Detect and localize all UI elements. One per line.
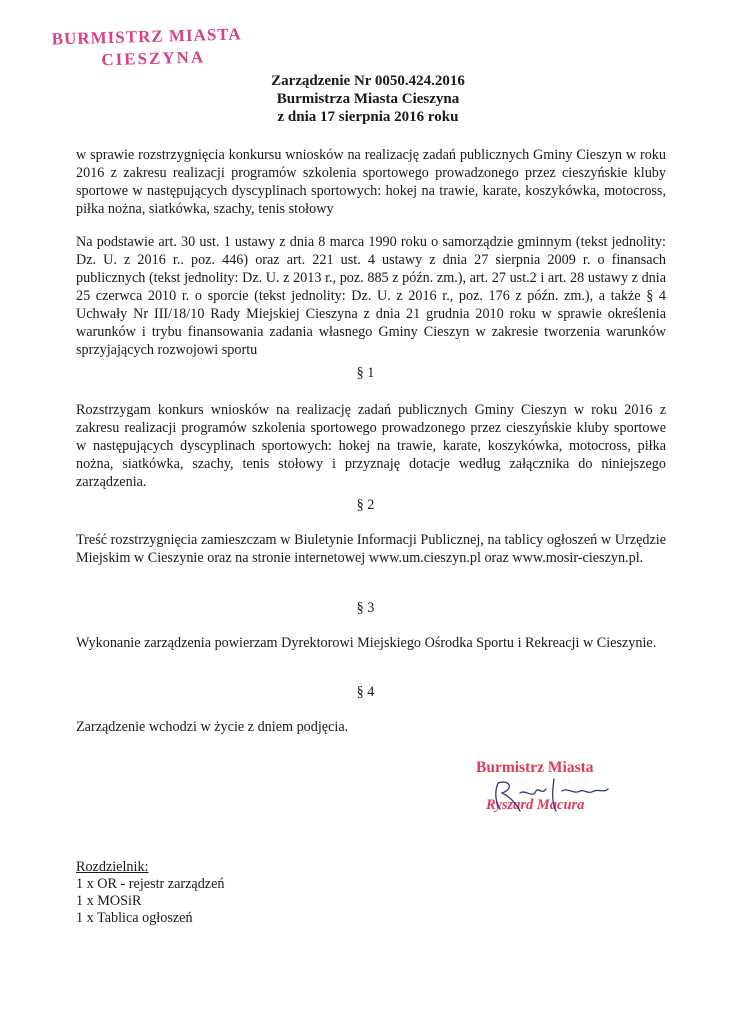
distribution-item: 1 x Tablica ogłoszeń (76, 910, 193, 926)
stamp-line-1: BURMISTRZ MIASTA (51, 24, 242, 49)
section-2-symbol: § 2 (356, 497, 375, 513)
section-1-symbol: § 1 (356, 365, 375, 381)
signature-title: Burmistrz Miasta (476, 759, 594, 776)
handwritten-signature-icon (476, 759, 646, 819)
official-stamp (51, 24, 242, 73)
section-3-text: Wykonanie zarządzenia powierzam Dyrektorowi Miejskiego Ośrodka Sportu i Rekreacji w Cieszynie. (76, 635, 657, 651)
section-1-text: Rozstrzygam konkurs wniosków na realizację zadań publicznych Gminy Cieszyn w roku 2016 z zakresu realizacji programów szkolenia sportowego prowadzonego przez cieszyńskie kluby sportowe w następujących dyscyplinach sportowych: hokej na trawie, karate, koszykówka, motocross, piłka nożna, siatkówka, szachy, tenis stołowy i przyznaję dotacje według załącznika do niniejszego zarządzenia. (76, 402, 666, 490)
section-4-symbol: § 4 (356, 684, 375, 700)
stamp-line-2: CIESZYNA (101, 47, 206, 70)
distribution-title: Rozdzielnik: (76, 859, 149, 875)
section-4-text: Zarządzenie wchodzi w życie z dniem podjęcia. (76, 719, 349, 735)
document-issuer: Burmistrza Miasta Cieszyna (276, 91, 460, 107)
distribution-item: 1 x OR - rejestr zarządzeń (76, 876, 225, 892)
signature-block (476, 759, 646, 819)
section-3-symbol: § 3 (356, 600, 375, 616)
subject-paragraph: w sprawie rozstrzygnięcia konkursu wniosków na realizację zadań publicznych Gminy Cieszyn w roku 2016 z zakresu realizacji programów szkolenia sportowego prowadzonego przez cieszyńskie kluby sportowe w następujących dyscyplinach sportowych: hokej na trawie, karate, koszykówka, motocross, piłka nożna, siatkówka, szachy, tenis stołowy (76, 147, 666, 217)
document-header (0, 72, 731, 126)
section-2-text: Treść rozstrzygnięcia zamieszczam w Biuletynie Informacji Publicznej, na tablicy ogłoszeń w Urzędzie Miejskim w Cieszynie oraz na stronie internetowej www.um.cieszyn.pl oraz www.mosir-cieszyn.pl. (76, 532, 666, 566)
distribution-list (76, 859, 225, 927)
legal-basis-paragraph: Na podstawie art. 30 ust. 1 ustawy z dnia 8 marca 1990 roku o samorządzie gminnym (tekst jednolity: Dz. U. z 2016 r.. poz. 446) oraz art. 221 ust. 4 ustawy z dnia 27 sierpnia 2009 r. o finansach publicznych (tekst jednolity: Dz. U. z 2013 r., poz. 885 z późn. zm.), art. 27 ust.2 i art. 28 ustawy z dnia 25 czerwca 2010 r. o sporcie (tekst jednolity: Dz. U. z 2016 r., poz. 176 z późn. zm.), a także § 4 Uchwały Nr III/18/10 Rady Miejskiej Cieszyna z dnia 21 grudnia 2010 roku w sprawie określenia warunków i trybu finansowania zadania własnego Gminy Cieszyn w zakresie tworzenia warunków sprzyjających rozwojowi sportu (76, 234, 666, 358)
document-date: z dnia 17 sierpnia 2016 roku (277, 109, 459, 125)
distribution-item: 1 x MOSiR (76, 893, 142, 909)
signature-name: Ryszard Macura (486, 797, 585, 813)
document-title: Zarządzenie Nr 0050.424.2016 (271, 73, 465, 89)
